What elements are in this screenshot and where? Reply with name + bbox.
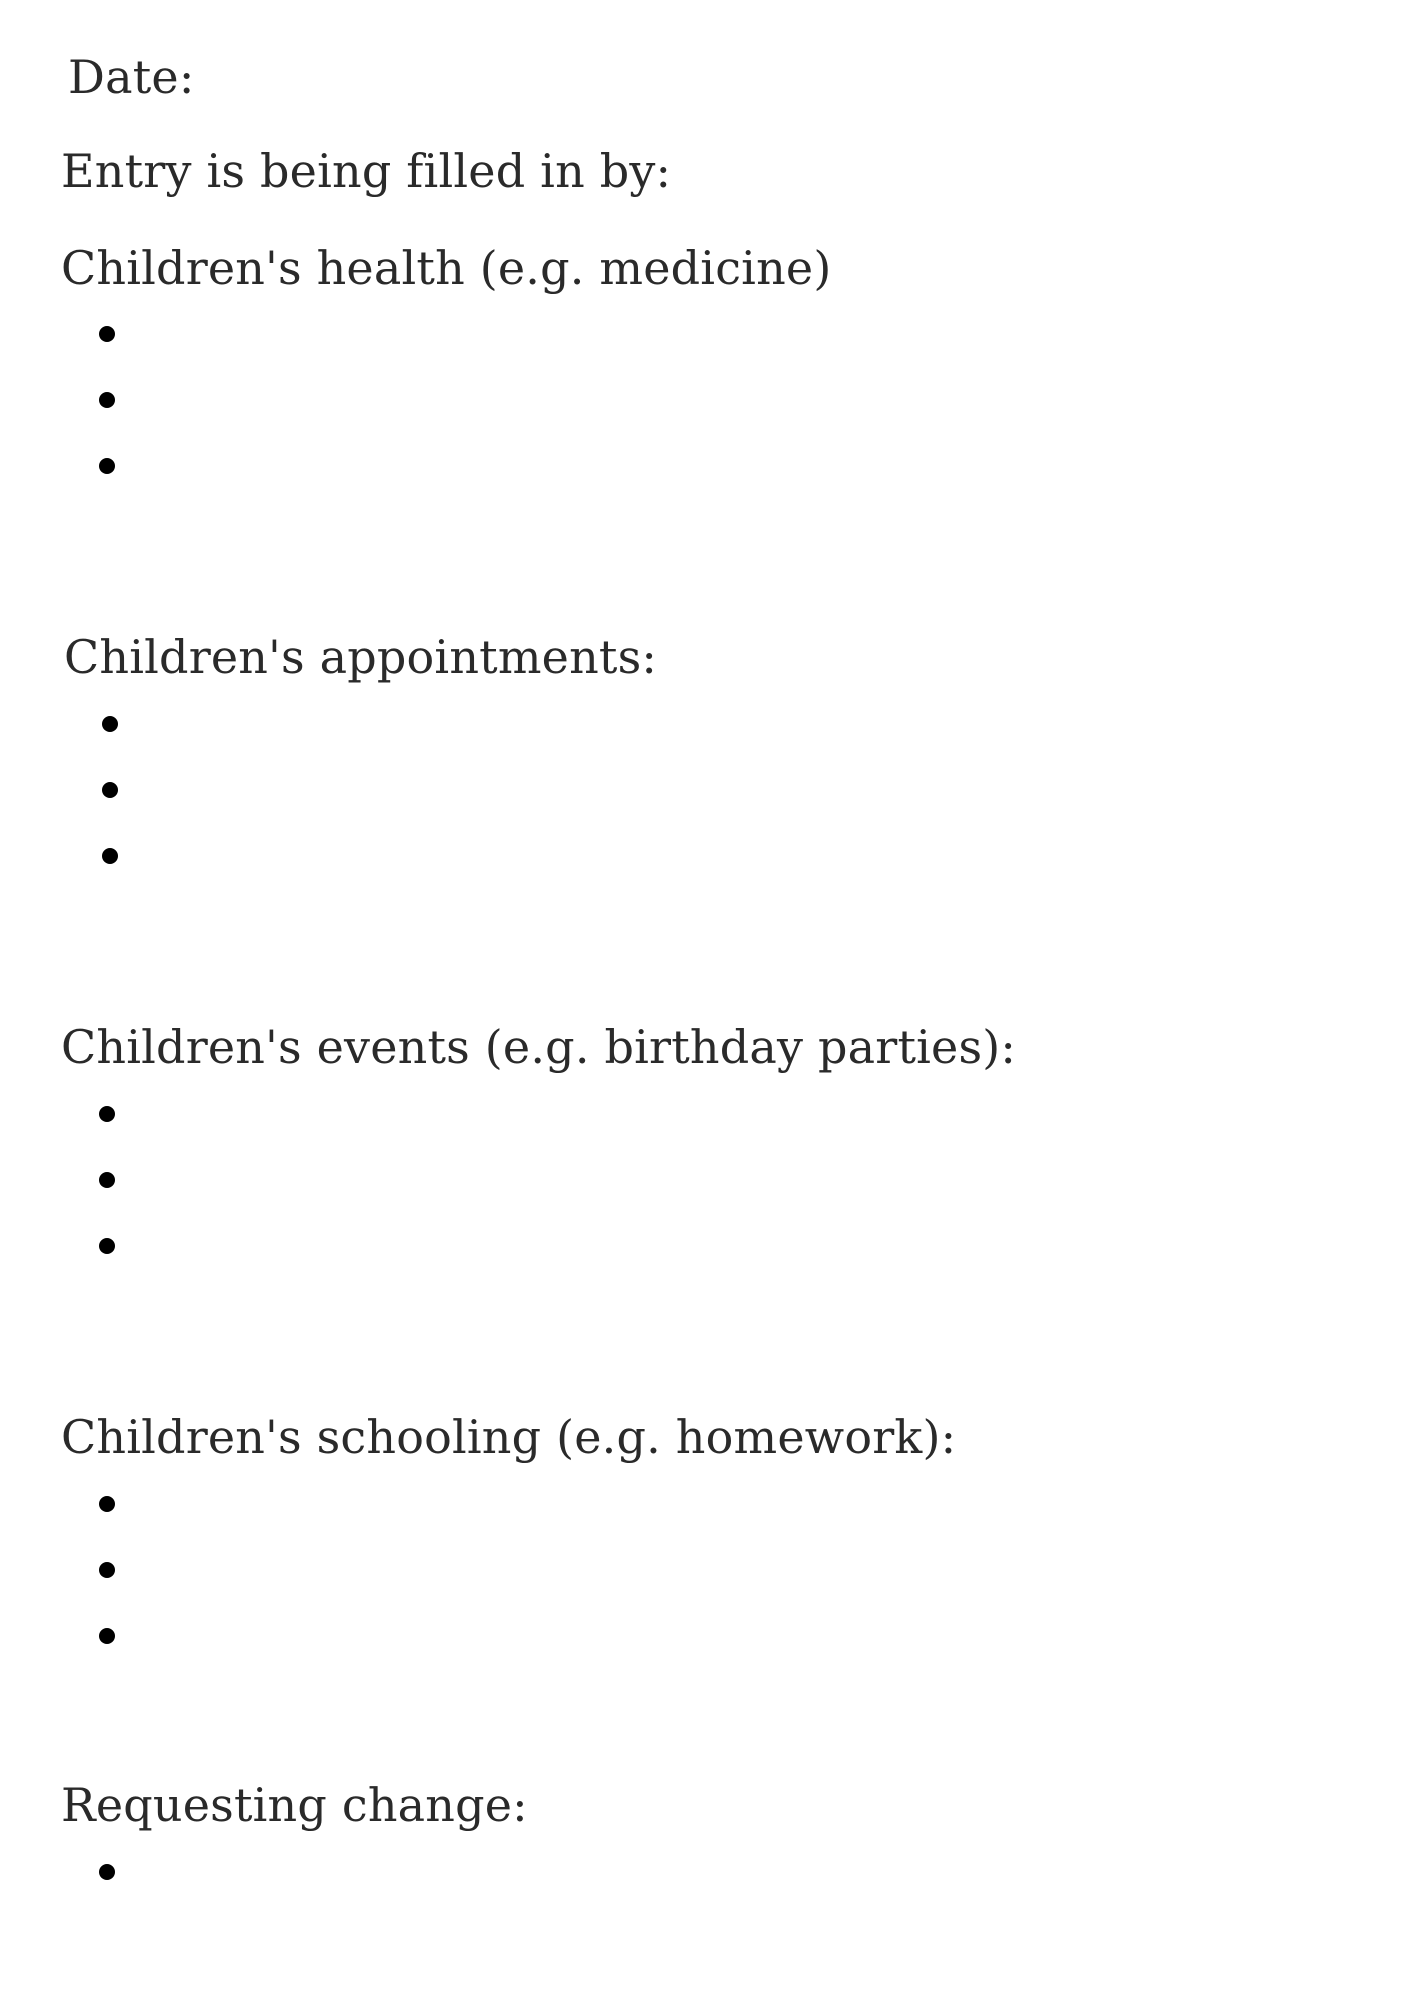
section-title: Requesting change: xyxy=(61,1778,528,1832)
bullet-point xyxy=(99,1238,115,1254)
bullet-point xyxy=(99,1172,115,1188)
bullet-point xyxy=(102,848,118,864)
bullet-point xyxy=(99,1106,115,1122)
filled-by-label: Entry is being filled in by: xyxy=(61,144,672,198)
bullet-point xyxy=(99,1496,115,1512)
bullet-point xyxy=(99,1628,115,1644)
bullet-point xyxy=(102,716,118,732)
bullet-point xyxy=(99,392,115,408)
bullet-point xyxy=(99,1864,115,1880)
bullet-point xyxy=(99,458,115,474)
section-title: Children's schooling (e.g. homework): xyxy=(61,1410,957,1464)
section-title: Children's events (e.g. birthday parties): xyxy=(61,1020,1017,1074)
section-title: Children's health (e.g. medicine) xyxy=(61,241,832,295)
bullet-point xyxy=(99,1562,115,1578)
bullet-point xyxy=(99,326,115,342)
bullet-point xyxy=(102,782,118,798)
date-label: Date: xyxy=(68,50,195,104)
section-title: Children's appointments: xyxy=(64,630,658,684)
